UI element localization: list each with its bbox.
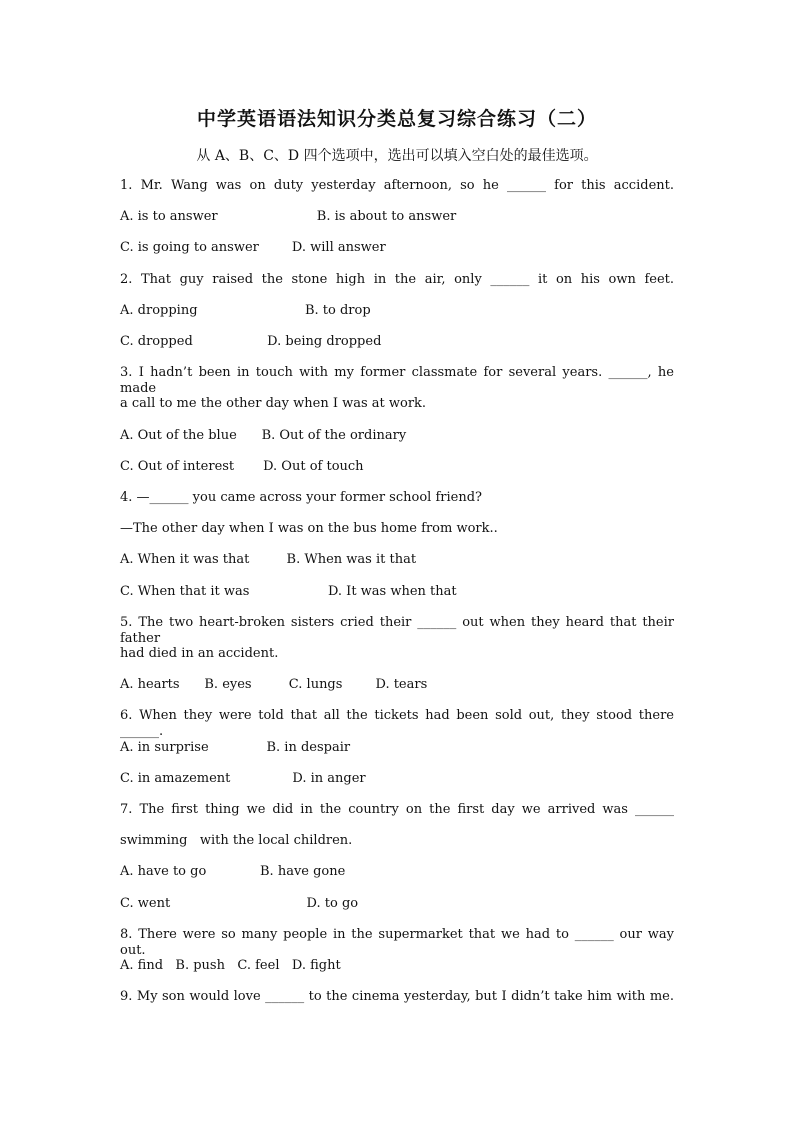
question-3-options-ab: A. Out of the blue B. Out of the ordinary xyxy=(120,428,407,443)
question-9-stem: 9. My son would love ______ to the cinema yesterday, but I didn’t take him with me. xyxy=(120,989,674,1004)
question-3-stem-continued: a call to me the other day when I was at work. xyxy=(120,396,427,411)
question-3-stem: 3. I hadn’t been in touch with my former classmate for several years. ______, he made xyxy=(120,365,674,396)
page-title: 中学英语语法知识分类总复习综合练习（二） xyxy=(196,108,597,130)
question-4-options-ab: A. When it was that B. When was it that xyxy=(120,552,417,567)
question-2-stem: 2. That guy raised the stone high in the air, only ______ it on his own feet. xyxy=(120,272,674,287)
instruction-text: 从 A、B、C、D 四个选项中，选出可以填入空白处的最佳选项。 xyxy=(196,148,598,164)
question-7-stem-continued: swimming with the local children. xyxy=(120,833,353,848)
question-7-options-cd: C. went D. to go xyxy=(120,896,359,911)
question-5-stem: 5. The two heart-broken sisters cried their ______ out when they heard that their father xyxy=(120,615,674,646)
question-1-stem: 1. Mr. Wang was on duty yesterday afternoon, so he ______ for this accident. xyxy=(120,178,674,193)
question-5-stem-continued: had died in an accident. xyxy=(120,646,279,661)
question-2-options-cd: C. dropped D. being dropped xyxy=(120,334,382,349)
question-8-stem: 8. There were so many people in the supermarket that we had to ______ our way out. xyxy=(120,927,674,958)
question-2-options-ab: A. dropping B. to drop xyxy=(120,303,371,318)
question-3-options-cd: C. Out of interest D. Out of touch xyxy=(120,459,364,474)
question-6-options-ab: A. in surprise B. in despair xyxy=(120,740,351,755)
question-6-stem: 6. When they were told that all the tickets had been sold out, they stood there ______. xyxy=(120,708,674,739)
question-7-stem: 7. The first thing we did in the country on the first day we arrived was ______ xyxy=(120,802,674,817)
question-1-options-cd: C. is going to answer D. will answer xyxy=(120,240,386,255)
question-5-options: A. hearts B. eyes C. lungs D. tears xyxy=(120,677,428,692)
question-4-dialogue-reply: —The other day when I was on the bus home from work.. xyxy=(120,521,498,536)
question-6-options-cd: C. in amazement D. in anger xyxy=(120,771,366,786)
question-8-options: A. find B. push C. feel D. fight xyxy=(120,958,341,973)
question-4-stem: 4. —______ you came across your former school friend? xyxy=(120,490,482,505)
question-4-options-cd: C. When that it was D. It was when that xyxy=(120,584,457,599)
question-1-options-ab: A. is to answer B. is about to answer xyxy=(120,209,457,224)
question-7-options-ab: A. have to go B. have gone xyxy=(120,864,346,879)
